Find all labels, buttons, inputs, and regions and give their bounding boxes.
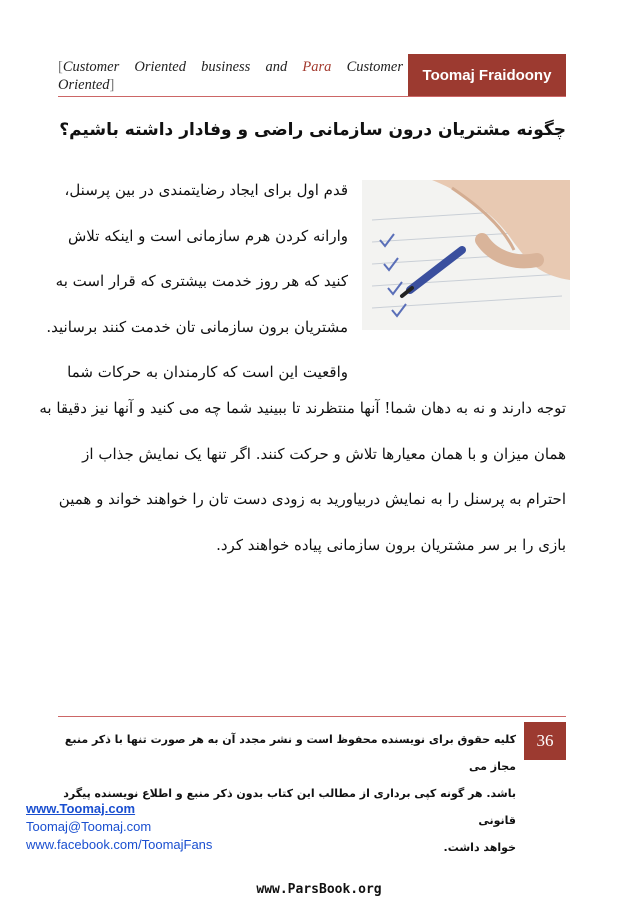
body-line: احترام به پرسنل را به نمایش دربیاورید به زودی دست تان را خواهند خواند و همین (58, 490, 566, 508)
body-line: کنید که هر روز خدمت بیشتری که قرار است به (55, 272, 348, 290)
header-subtitle-accent: Para (302, 59, 332, 75)
header-subtitle-part1: Customer Oriented business and (62, 59, 303, 75)
copyright-line: کلیه حقوق برای نویسنده محفوظ است و نشر مجدد آن به هر صورت تنها با ذکر منبع مجاز می (64, 733, 516, 773)
website-link[interactable]: www.Toomaj.com (26, 801, 136, 816)
author-name: Toomaj Fraidoony (422, 66, 552, 84)
author-badge (408, 54, 566, 96)
paragraph-full-width (30, 386, 566, 568)
paragraph-beside-image (30, 168, 348, 396)
page-number-value: 36 (536, 731, 554, 750)
email-link[interactable]: Toomaj@Toomaj.com (26, 819, 152, 834)
body-line: قدم اول برای ایجاد رضایتمندی در بین پرسنل، (64, 181, 348, 199)
open-bracket: [ (58, 59, 63, 75)
page-title: چگونه مشتریان درون سازمانی راضی و وفادار داشته باشیم؟ (59, 120, 566, 140)
facebook-link[interactable]: www.facebook.com/ToomajFans (26, 837, 213, 852)
site-watermark: www.ParsBook.org (256, 882, 382, 897)
copyright-line: خواهد داشت. (443, 841, 516, 854)
checklist-illustration (362, 180, 570, 330)
close-bracket: ] (109, 77, 115, 93)
contact-links (26, 800, 212, 854)
copyright-line: باشد. هر گونه کپی برداری از مطالب این کتاب بدون ذکر منبع و اطلاع نویسنده پیگرد قانونی (63, 787, 516, 827)
header-subtitle (58, 58, 403, 94)
hand-writing-checklist-photo (362, 180, 570, 330)
footer-divider (58, 716, 566, 717)
body-line: توجه دارند و نه به دهان شما! آنها منتظرند تا ببینید شما چه می کنید و آنها نیز دقیقا به (39, 399, 566, 417)
header-divider (58, 96, 566, 97)
body-line: همان میزان و با همان معیارها تلاش و حرکت کنند. اگر تنها یک نمایش جذاب از (82, 444, 566, 463)
header-subtitle-part2: Customer Oriented (58, 59, 403, 93)
body-line: واقعیت این است که کارمندان به حرکات شما (67, 363, 348, 381)
page-number (524, 722, 566, 760)
body-line: مشتریان برون سازمانی تان خدمت کنند برسانید. (46, 317, 348, 336)
body-line: وارانه کردن هرم سازمانی است و اینکه تلاش (67, 226, 348, 245)
body-line: بازی را بر سر مشتریان برون سازمانی پیاده خواهند کرد. (216, 535, 566, 554)
